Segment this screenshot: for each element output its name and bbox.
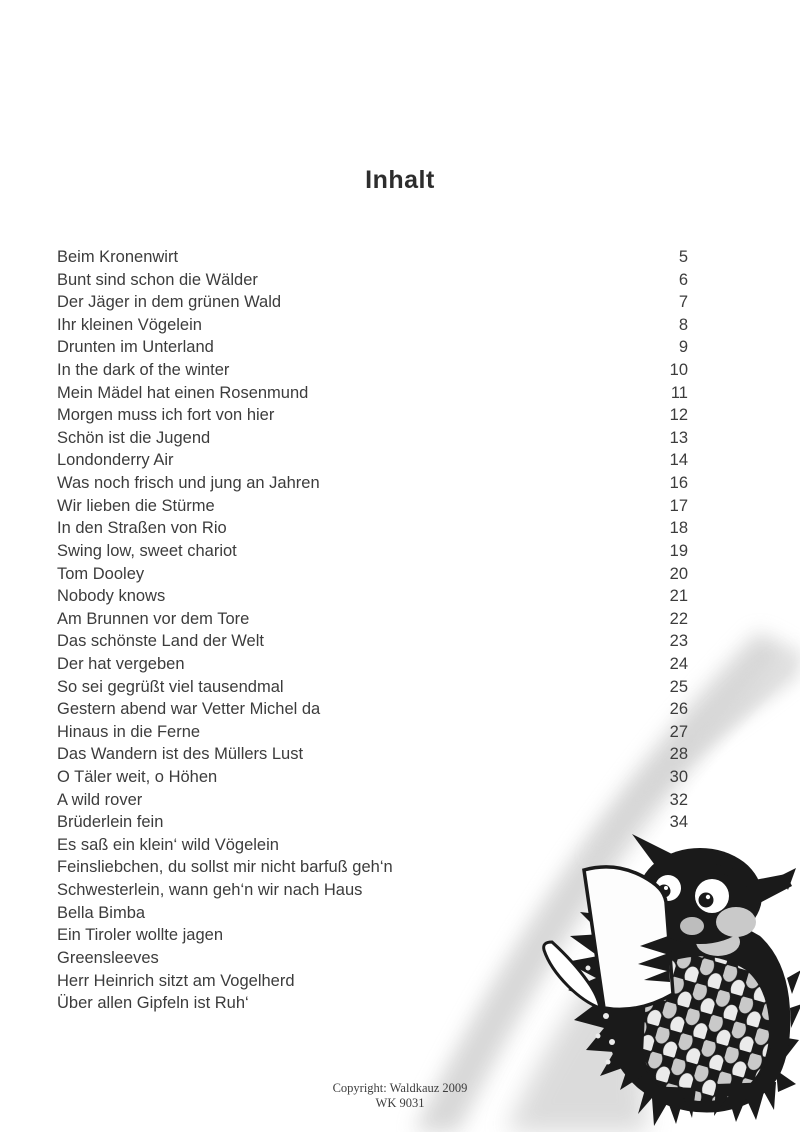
page-title: Inhalt — [365, 166, 435, 194]
footer — [0, 1081, 800, 1111]
song-title: Schwesterlein, wann geh‘n wir nach Haus — [57, 881, 363, 900]
page-number: 34 — [669, 813, 688, 832]
toc-entry — [57, 653, 688, 676]
page-number: 6 — [678, 270, 688, 289]
song-title: Bunt sind schon die Wälder — [57, 270, 258, 289]
toc-entry — [57, 495, 688, 518]
song-title: Beim Kronenwirt — [57, 248, 179, 266]
toc-entry — [57, 382, 688, 405]
page-number: 32 — [669, 790, 688, 809]
page-number: 20 — [669, 564, 688, 583]
page-number: 10 — [669, 361, 688, 380]
song-title: Feinsliebchen, du sollst mir nicht barfuß geh‘n — [57, 858, 393, 877]
song-title: Der hat vergeben — [57, 654, 185, 673]
toc-entry — [57, 359, 688, 382]
song-title: Londonderry Air — [57, 451, 174, 470]
toc-entry — [57, 517, 688, 540]
song-title: O Täler weit, o Höhen — [57, 768, 218, 787]
song-title: Der Jäger in dem grünen Wald — [57, 293, 282, 312]
page-number: 24 — [669, 654, 688, 673]
song-title: Es saß ein klein‘ wild Vögelein — [57, 835, 279, 854]
song-title: Tom Dooley — [57, 564, 145, 583]
toc-entry — [57, 540, 688, 563]
page-number: 26 — [669, 700, 688, 719]
page-number: 5 — [678, 248, 688, 266]
song-title: Das Wandern ist des Müllers Lust — [57, 745, 304, 764]
song-title: Wir lieben die Stürme — [57, 496, 215, 515]
song-title: Was noch frisch und jung an Jahren — [57, 474, 320, 493]
song-title: Brüderlein fein — [57, 813, 164, 832]
toc-entry — [57, 246, 688, 269]
page-number: 7 — [678, 293, 688, 312]
page-number: 17 — [669, 496, 688, 515]
toc-entry — [57, 766, 688, 789]
page-number: 25 — [669, 677, 688, 696]
page-number: 27 — [669, 722, 688, 741]
page-number: 21 — [669, 587, 688, 606]
page-number: 8 — [678, 315, 688, 334]
song-title: Nobody knows — [57, 587, 166, 606]
song-title: Mein Mädel hat einen Rosenmund — [57, 383, 309, 402]
page-number: 16 — [669, 474, 688, 493]
song-title: Hinaus in die Ferne — [57, 722, 201, 741]
song-title: Am Brunnen vor dem Tore — [57, 609, 250, 628]
song-title: Morgen muss ich fort von hier — [57, 406, 275, 425]
page-number: 22 — [669, 609, 688, 628]
page-number: 9 — [678, 338, 688, 357]
song-title: Ein Tiroler wollte jagen — [57, 926, 223, 945]
song-title: Das schönste Land der Welt — [57, 632, 264, 651]
song-title: Herr Heinrich sitzt am Vogelherd — [57, 971, 295, 990]
song-title: Greensleeves — [57, 948, 159, 967]
copyright-line: Copyright: Waldkauz 2009 — [332, 1081, 468, 1095]
toc-entry — [57, 721, 688, 744]
toc-entry — [57, 698, 688, 721]
page-number: 30 — [669, 768, 688, 787]
page-number: 18 — [669, 519, 688, 538]
song-title: Schön ist die Jugend — [57, 428, 211, 447]
toc-entry — [57, 449, 688, 472]
catalog-number: WK 9031 — [375, 1096, 425, 1110]
toc-entry — [57, 427, 688, 450]
song-title: Bella Bimba — [57, 903, 146, 922]
page-number: 13 — [669, 428, 688, 447]
toc-entry — [57, 291, 688, 314]
song-title: So sei gegrüßt viel tausendmal — [57, 677, 284, 696]
toc-entry — [57, 585, 688, 608]
toc-entry — [57, 563, 688, 586]
page-number: 12 — [669, 406, 688, 425]
song-title: In den Straßen von Rio — [57, 519, 227, 538]
song-title: Drunten im Unterland — [57, 338, 214, 357]
page-number: 23 — [669, 632, 688, 651]
toc-entry — [57, 630, 688, 653]
song-title: Ihr kleinen Vögelein — [57, 315, 202, 334]
song-title: Über allen Gipfeln ist Ruh‘ — [57, 994, 249, 1013]
toc-entry — [57, 314, 688, 337]
toc-entry — [57, 608, 688, 631]
song-title: Swing low, sweet chariot — [57, 541, 237, 560]
page-number: 14 — [669, 451, 688, 470]
page-number: 19 — [669, 541, 688, 560]
song-title: In the dark of the winter — [57, 361, 230, 380]
page-number: 28 — [669, 745, 688, 764]
toc-entry — [57, 789, 688, 812]
toc-entry — [57, 472, 688, 495]
toc-entry — [57, 404, 688, 427]
song-title: A wild rover — [57, 790, 143, 809]
toc-entry — [57, 269, 688, 292]
toc-entry — [57, 743, 688, 766]
toc-entry — [57, 336, 688, 359]
song-title: Gestern abend war Vetter Michel da — [57, 700, 321, 719]
toc-entry — [57, 676, 688, 699]
page-number: 11 — [670, 383, 688, 402]
